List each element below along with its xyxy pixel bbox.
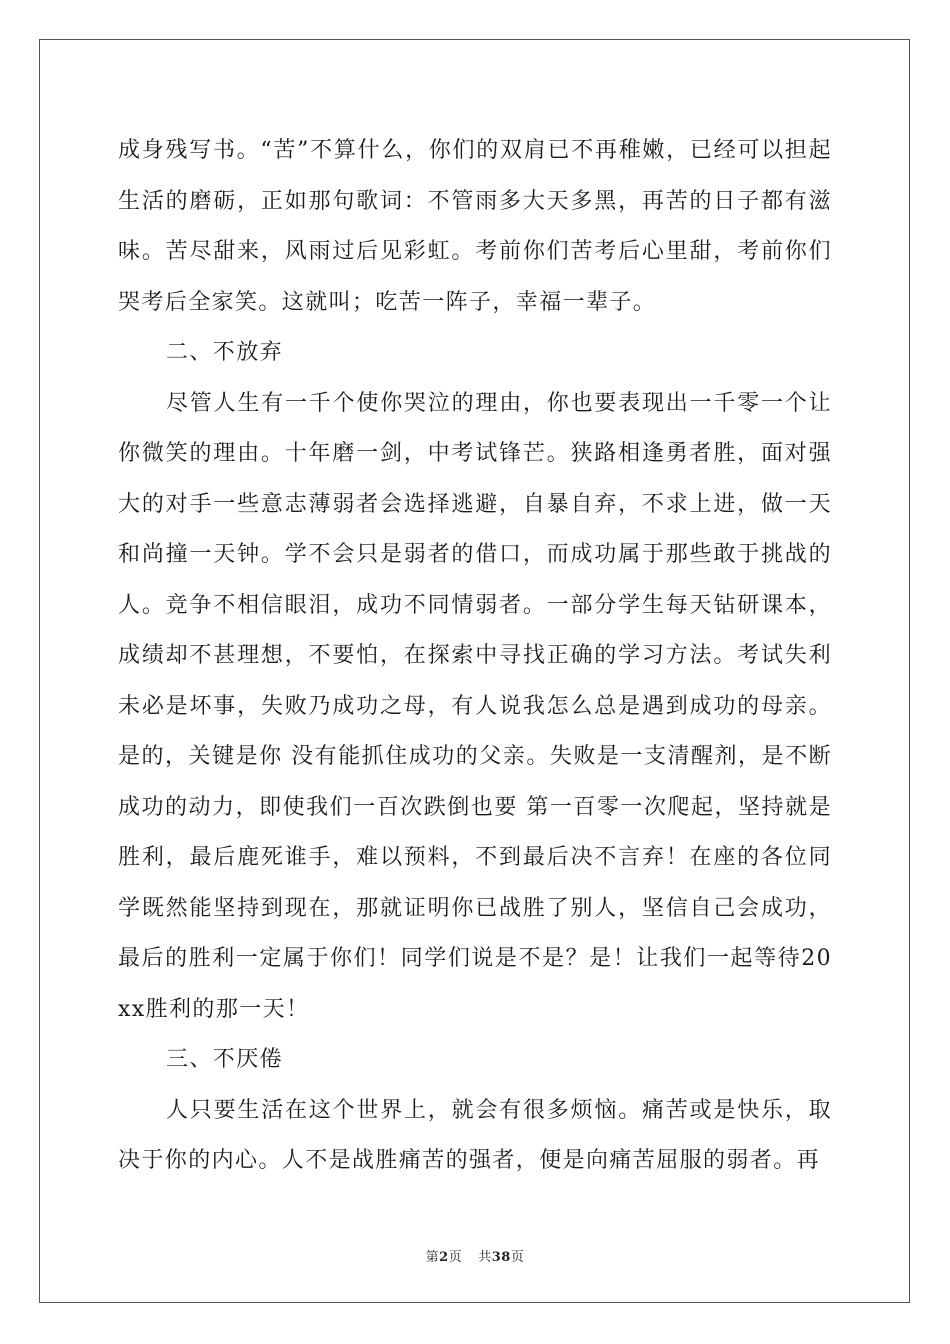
paragraph-continued: 成身残写书。“苦”不算什么，你们的双肩已不再稚嫩，已经可以担起生活的磨砺，正如那句歌词：不管雨多大天多黑，再苦的日子都有滋味。苦尽甜来，风雨过后见彩虹。考前你们苦考后心里甜，考前你们哭考后全家笑。这就叫；吃苦一阵子，幸福一辈子。 [118,138,832,315]
footer-total-suffix: 页 [510,1250,525,1265]
footer-total-prefix: 共 [478,1250,492,1265]
footer-page-suffix: 页 [448,1250,463,1265]
paragraph-not-tired: 人只要生活在这个世界上，就会有很多烦恼。痛苦或是快乐，取决于你的内心。人不是战胜痛苦的强者，便是向痛苦屈服的弱者。再 [118,1097,832,1173]
section-heading-not-give-up: 二、不放弃 [166,340,284,365]
page-footer [0,1246,950,1265]
paragraph-not-give-up: 尽管人生有一千个使你哭泣的理由，你也要表现出一千零一个让你微笑的理由。十年磨一剑，中考试锋芒。狭路相逢勇者胜，面对强大的对手一些意志薄弱者会选择逃避，自暴自弃，不求上进，做一天和尚撞一天钟。学不会只是弱者的借口，而成功属于那些敢于挑战的人。竞争不相信眼泪，成功不同情弱者。一部分学生每天钻研课本，成绩却不甚理想，不要怕，在探索中寻找正确的学习方法。考试失利未必是坏事，失败乃成功之母，有人说我怎么总是遇到成功的母亲。是的，关键是你 没有能抓住成功的父亲。失败是一支清醒剂，是不断成功的动力，即使我们一百次跌倒也要 第一百零一次爬起，坚持就是胜利，最后鹿死谁手，难以预料，不到最后决不言弃！在座的各位同学既然能坚持到现在，那就证明你已战胜了别人，坚信自己会成功，最后的胜利一定属于你们！同学们说是不是？是！让我们一起等待20xx胜利的那一天！ [118,390,832,1022]
footer-page-number: 2 [439,1250,449,1265]
footer-page-prefix: 第 [425,1250,440,1265]
section-heading-not-tired: 三、不厌倦 [166,1047,284,1072]
document-body [118,126,832,1187]
footer-total-number: 38 [491,1250,511,1265]
